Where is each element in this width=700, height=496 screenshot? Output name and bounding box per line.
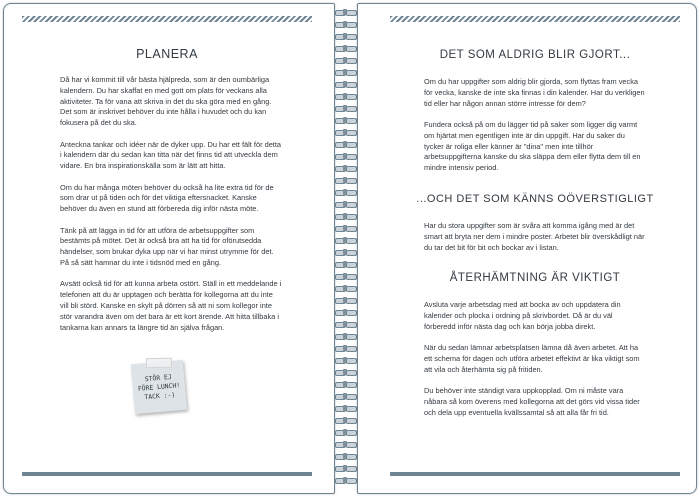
spiral-ring xyxy=(333,128,357,136)
sticky-note xyxy=(131,360,187,414)
paragraph: Då har vi kommit till vår bästa hjälpreda, som är den oumbärliga kalendern. Du har skaffat en med gott om plats för veckans alla aktiviteter. Ta för vana att skriva in det du ska göra med en gång. Det som är inskrivet behöver du inte hålla i huvudet och du kan fokusera på det du ska. xyxy=(60,75,272,128)
spiral-ring xyxy=(333,332,357,340)
right-page-title-1: DET SOM ALDRIG BLIR GJORT... xyxy=(439,49,631,61)
spiral-ring xyxy=(333,404,357,412)
spiral-binding xyxy=(333,8,357,488)
spiral-ring xyxy=(333,428,357,436)
paragraph: Anteckna tankar och idéer när de dyker upp. Du har ett fält för detta i kalendern där du sedan kan titta när det finns tid att utveckla dem vidare. En bra inspirationskälla som är lätt att hitta. xyxy=(60,139,282,171)
right-page-section-2 xyxy=(424,221,646,264)
spiral-ring xyxy=(333,248,357,256)
paragraph: Fundera också på om du lägger tid på saker som ligger dig varmt om hjärtat men egentligen inte är din uppgift. Har du saker du tycker är roliga eller känner är "dina" men inte tillhör arbetsuppgifterna kanske du ska släppa dem eller flytta dem till en mindre intensiv period. xyxy=(424,119,641,173)
spiral-ring xyxy=(333,32,357,40)
spiral-ring xyxy=(333,380,357,388)
right-page-title-2: ...OCH DET SOM KÄNNS OÖVERSTIGLIGT xyxy=(416,193,654,205)
spiral-ring xyxy=(333,344,357,352)
left-page-title: PLANERA xyxy=(136,47,198,61)
left-page-hatch-border xyxy=(22,16,312,22)
left-page-body xyxy=(60,75,282,344)
spiral-ring xyxy=(333,356,357,364)
spiral-ring xyxy=(333,476,357,484)
spiral-ring xyxy=(333,44,357,52)
paragraph: Du behöver inte ständigt vara uppkopplad. Om ni måste vara nåbara så kom överens med kollegorna att det görs vid vissa tider och dela upp eventuella kvällssamtal så att alla får fri tid. xyxy=(424,385,640,417)
spiral-ring xyxy=(333,104,357,112)
paragraph: Har du stora uppgifter som är svåra att komma igång med är det smart att bryta ner dem i mindre poster. Arbetet blir överskådligt när du tar det bit för bit och bockar av i listan. xyxy=(424,221,645,252)
spiral-ring xyxy=(333,224,357,232)
left-page-bottom-bar xyxy=(22,472,312,476)
spiral-ring xyxy=(333,308,357,316)
spiral-ring xyxy=(333,92,357,100)
spiral-ring xyxy=(333,188,357,196)
spiral-ring xyxy=(333,296,357,304)
tape xyxy=(146,358,172,368)
spiral-ring xyxy=(333,320,357,328)
spiral-ring xyxy=(333,392,357,400)
spiral-ring xyxy=(333,176,357,184)
paragraph: Avsätt också tid för att kunna arbeta ostört. Ställ in ett meddelande i telefonen att du är upptagen och berätta för kollegorna att du inte vill bli störd. Kanske en skylt på dörren så att ni som kollegor inte stör varandra även om det bara är ett kort ärende. Att hitta tillbaka i tankarna kan annars ta längre tid än själva frågan. xyxy=(60,279,282,332)
spiral-ring xyxy=(333,368,357,376)
spiral-ring xyxy=(333,8,357,16)
right-page-title-3: ÅTERHÄMTNING ÄR VIKTIGT xyxy=(449,272,621,284)
spiral-ring xyxy=(333,272,357,280)
spiral-ring xyxy=(333,164,357,172)
right-page-bottom-bar xyxy=(390,472,680,476)
right-page-hatch-border xyxy=(390,16,680,22)
right-page-section-1 xyxy=(424,77,646,185)
spiral-ring xyxy=(333,152,357,160)
paragraph: När du sedan lämnar arbetsplatsen lämna då även arbetet. Att ha ett schema för dagen och utföra arbetet effektivt är lika viktigt som att vila och återhämta sig på fritiden. xyxy=(424,342,640,374)
spiral-ring xyxy=(333,284,357,292)
spiral-ring xyxy=(333,68,357,76)
spiral-ring xyxy=(333,80,357,88)
spiral-ring xyxy=(333,200,357,208)
spiral-ring xyxy=(333,440,357,448)
paragraph: Om du har uppgifter som aldrig blir gjorda, som flyttas fram vecka för vecka, kanske de inte ska finnas i din kalender. Har du verkligen tid eller har någon annan större intresse för dem? xyxy=(424,77,645,108)
spiral-ring xyxy=(333,452,357,460)
right-page-section-3 xyxy=(424,300,646,429)
spiral-ring xyxy=(333,140,357,148)
paragraph: Tänk på att lägga in tid för att utföra de arbetsuppgifter som bestämts på mötet. Det är också bra att ha tid för oförutsedda händelser, som brukar dyka upp när vi har minst utrymme för det. På så sätt hamnar du inte i tidsnöd med en gång. xyxy=(60,225,274,267)
spiral-ring xyxy=(333,212,357,220)
spiral-ring xyxy=(333,116,357,124)
spiral-ring xyxy=(333,260,357,268)
paragraph: Om du har många möten behöver du också ha lite extra tid för de som drar ut på tiden och för det viktiga eftersnacket. Kanske behöver du även en stund att förbereda dig inför nästa möte. xyxy=(60,182,274,214)
spiral-ring xyxy=(333,56,357,64)
paragraph: Avsluta varje arbetsdag med att bocka av och uppdatera din kalender och plocka i ordning på skrivbordet. Då är du väl förberedd inför nästa dag och kan börja jobba direkt. xyxy=(424,300,621,331)
spiral-ring xyxy=(333,464,357,472)
note-line: STÖR EJ xyxy=(144,372,172,384)
note-line: TACK :-) xyxy=(144,390,176,402)
spiral-ring xyxy=(333,416,357,424)
note-line: FÖRE LUNCH! xyxy=(137,381,181,393)
spiral-ring xyxy=(333,20,357,28)
spiral-ring xyxy=(333,236,357,244)
